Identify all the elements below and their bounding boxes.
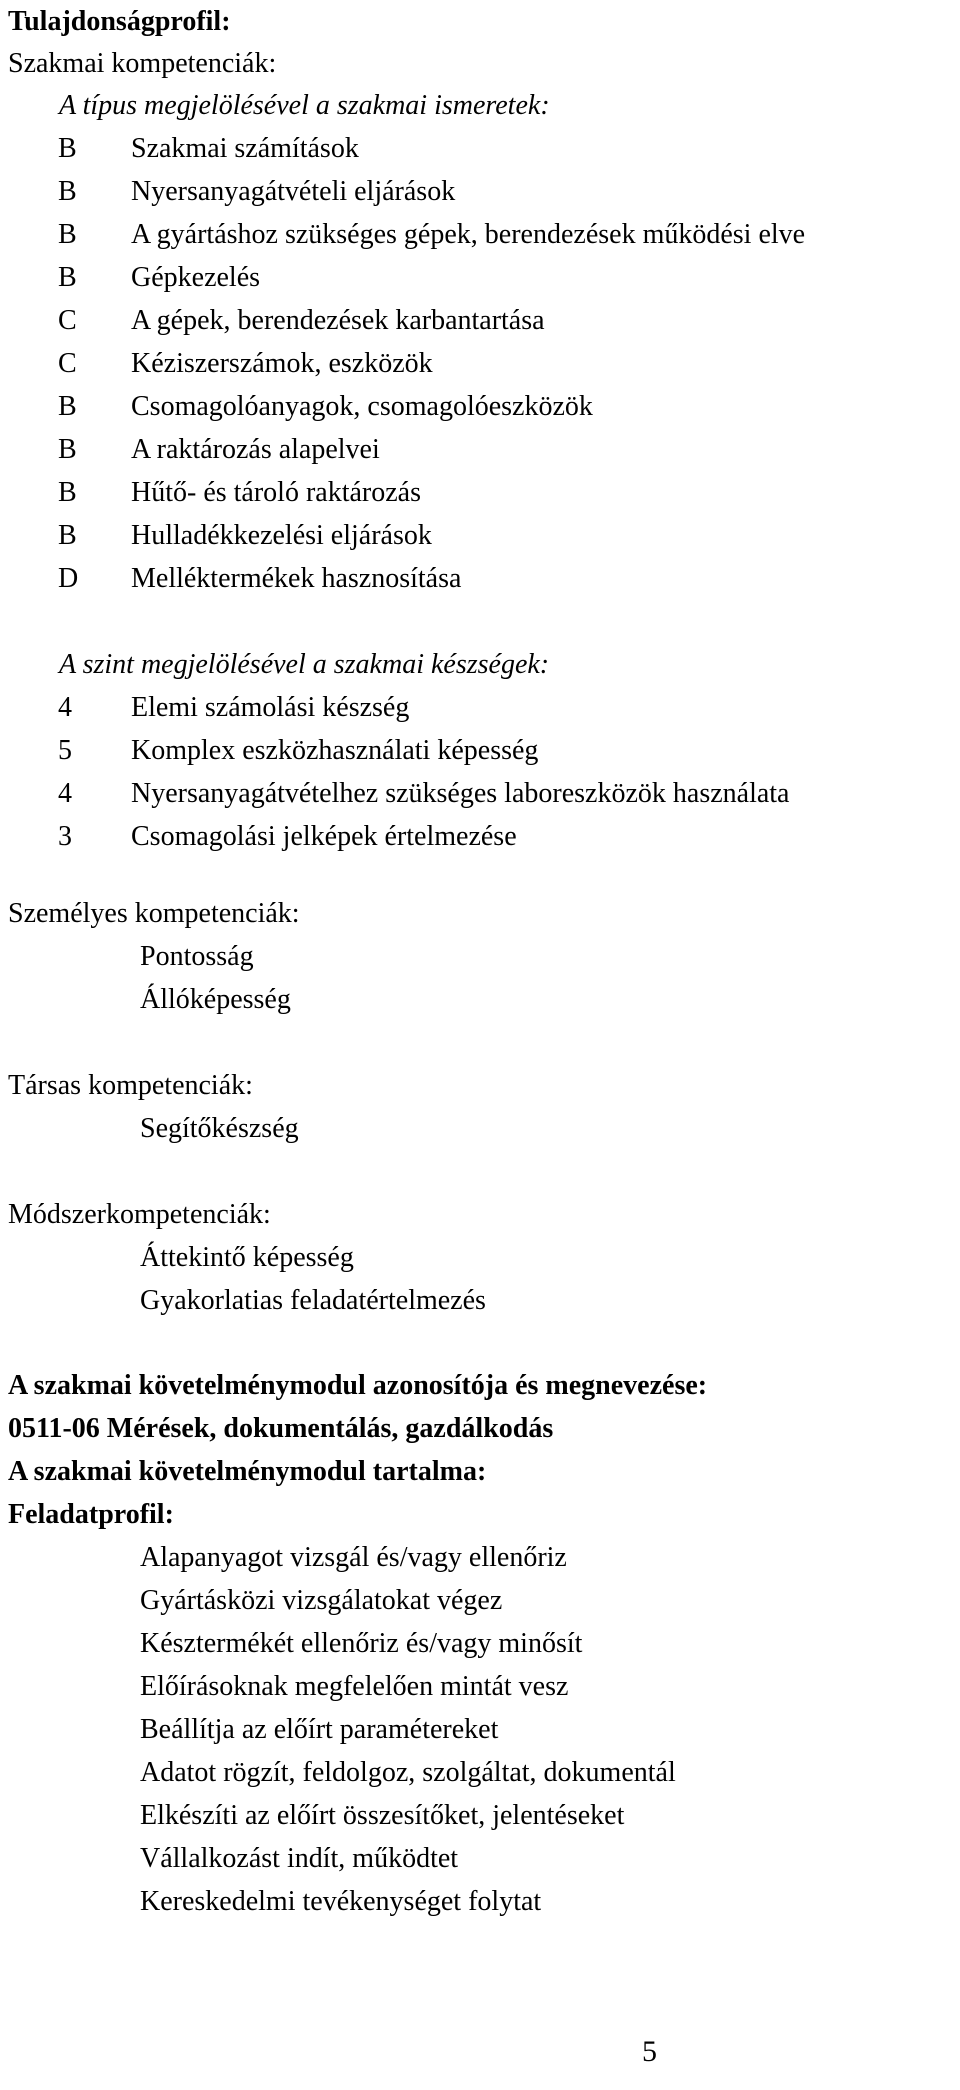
type-code: C (58, 305, 77, 336)
item-text: Szakmai számítások (131, 133, 359, 164)
list-item: Állóképesség (140, 984, 291, 1015)
list-item: Gyakorlatias feladatértelmezés (140, 1285, 486, 1316)
type-code: C (58, 348, 77, 379)
list-item: Alapanyagot vizsgál és/vagy ellenőriz (140, 1542, 567, 1573)
level-code: 4 (58, 778, 72, 809)
item-text: A raktározás alapelvei (131, 434, 380, 465)
item-text: Hulladékkezelési eljárások (131, 520, 432, 551)
type-code: B (58, 391, 77, 422)
ismeretek-heading: A típus megjelölésével a szakmai ismeretek: (59, 90, 550, 121)
page-number: 5 (642, 2035, 657, 2068)
type-code: B (58, 262, 77, 293)
list-item: Adatot rögzít, feldolgoz, szolgáltat, dokumentál (140, 1757, 676, 1788)
modul-azonosito: 0511-06 Mérések, dokumentálás, gazdálkodás (8, 1413, 554, 1444)
type-code: B (58, 133, 77, 164)
list-item: Beállítja az előírt paramétereket (140, 1714, 499, 1745)
list-item: Gyártásközi vizsgálatokat végez (140, 1585, 503, 1616)
type-code: B (58, 434, 77, 465)
item-text: Kéziszerszámok, eszközök (131, 348, 433, 379)
tarsas-kompetenciak-heading: Társas kompetenciák: (8, 1070, 253, 1101)
list-item: Vállalkozást indít, működtet (140, 1843, 459, 1874)
modszerkompetenciak-heading: Módszerkompetenciák: (8, 1199, 271, 1230)
item-text: Nyersanyagátvételi eljárások (131, 176, 456, 207)
list-item: Késztermékét ellenőriz és/vagy minősít (140, 1628, 583, 1659)
modul-azonosito-heading: A szakmai követelménymodul azonosítója és megnevezése: (8, 1370, 708, 1401)
type-code: B (58, 219, 77, 250)
list-item: Áttekintő képesség (140, 1242, 354, 1273)
type-code: B (58, 176, 77, 207)
type-code: B (58, 520, 77, 551)
item-text: Csomagolási jelképek értelmezése (131, 821, 517, 852)
type-code: B (58, 477, 77, 508)
item-text: A gyártáshoz szükséges gépek, berendezések működési elve (131, 219, 806, 250)
keszsegek-heading: A szint megjelölésével a szakmai készségek: (59, 649, 550, 680)
list-item: Előírásoknak megfelelően mintát vesz (140, 1671, 569, 1702)
level-code: 5 (58, 735, 72, 766)
list-item: Kereskedelmi tevékenységet folytat (140, 1886, 542, 1917)
item-text: Nyersanyagátvételhez szükséges laboreszközök használata (131, 778, 790, 809)
list-item: Segítőkészség (140, 1113, 299, 1144)
level-code: 3 (58, 821, 72, 852)
list-item: Elkészíti az előírt összesítőket, jelentéseket (140, 1800, 625, 1831)
item-text: A gépek, berendezések karbantartása (131, 305, 545, 336)
item-text: Hűtő- és tároló raktározás (131, 477, 421, 508)
list-item: Pontosság (140, 941, 254, 972)
type-code: D (58, 563, 79, 594)
item-text: Csomagolóanyagok, csomagolóeszközök (131, 391, 593, 422)
level-code: 4 (58, 692, 72, 723)
modul-tartalma-heading: A szakmai követelménymodul tartalma: (8, 1456, 487, 1487)
item-text: Elemi számolási készség (131, 692, 410, 723)
szakmai-kompetenciak-heading: Szakmai kompetenciák: (8, 48, 277, 79)
szemelyes-kompetenciak-heading: Személyes kompetenciák: (8, 898, 300, 929)
feladatprofil-heading: Feladatprofil: (8, 1499, 174, 1530)
item-text: Melléktermékek hasznosítása (131, 563, 462, 594)
item-text: Komplex eszközhasználati képesség (131, 735, 539, 766)
item-text: Gépkezelés (131, 262, 261, 293)
tulajdonsagprofil-heading: Tulajdonságprofil: (8, 6, 231, 37)
